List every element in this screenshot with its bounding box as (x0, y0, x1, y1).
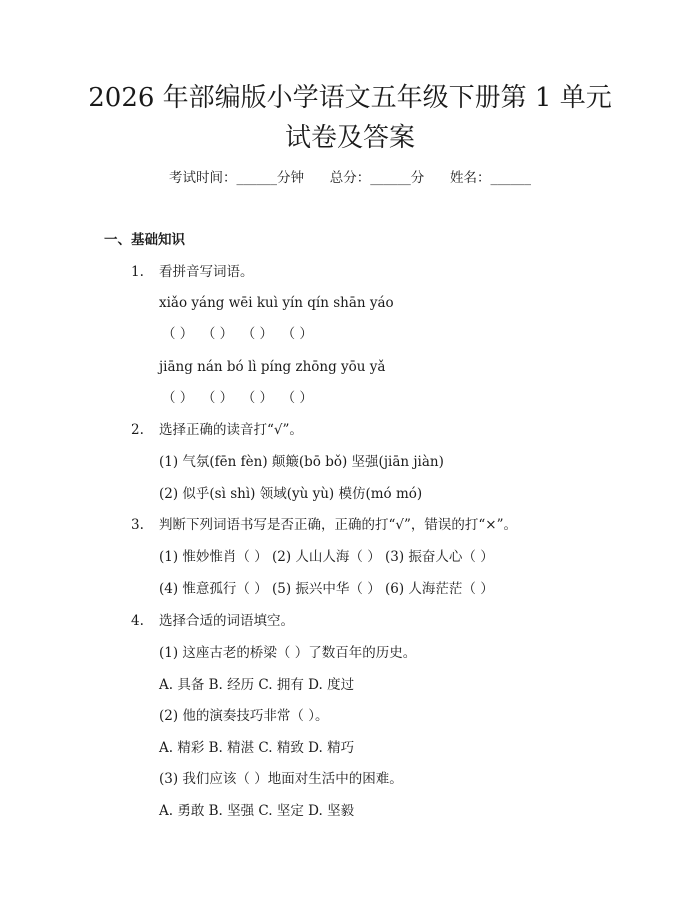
section-heading-basics: 一、基础知识 (104, 232, 185, 248)
question-3-text: 判断下列词语书写是否正确，正确的打“√”，错误的打“×”。 (159, 517, 518, 533)
question-3-row-2: (4) 惟意孤行（ ） (5) 振兴中华（ ） (6) 人海茫茫（ ） (159, 581, 494, 597)
question-2-number: 2. (131, 422, 144, 438)
pinyin-row-1: xiǎo yáng wēi kuì yín qín shān yáo (159, 295, 394, 311)
question-3-number: 3. (131, 517, 144, 533)
question-4-options-2: A. 精彩 B. 精湛 C. 精致 D. 精巧 (159, 740, 355, 756)
exam-info-line: 考试时间：______分钟 总分：______分 姓名：______ (169, 170, 531, 186)
question-4-options-1: A. 具备 B. 经历 C. 拥有 D. 度过 (159, 677, 355, 693)
document-title-line-2: 试卷及答案 (284, 123, 415, 153)
question-4-sentence-3: (3) 我们应该（ ）地面对生活中的困难。 (159, 771, 403, 787)
question-4-options-3: A. 勇敢 B. 坚强 C. 坚定 D. 坚毅 (159, 803, 355, 819)
answer-blanks-row-1: （ ） （ ） （ ） （ ） (162, 326, 313, 342)
question-4-number: 4. (131, 613, 144, 629)
question-2-item-1: (1) 气氛(fēn fèn) 颠簸(bō bǒ) 坚强(jiān jiàn) (159, 454, 444, 470)
question-3-row-1: (1) 惟妙惟肖（ ） (2) 人山人海（ ） (3) 振奋人心（ ） (159, 549, 494, 565)
question-1-number: 1. (131, 264, 144, 280)
answer-blanks-row-2: （ ） （ ） （ ） （ ） (162, 390, 313, 406)
document-title-line-1: 2026 年部编版小学语文五年级下册第 1 单元 (88, 83, 612, 113)
question-4-sentence-1: (1) 这座古老的桥梁（ ）了数百年的历史。 (159, 645, 417, 661)
question-2-item-2: (2) 似乎(sì shì) 领域(yù yù) 模仿(mó mó) (159, 486, 423, 502)
question-1-text: 看拼音写词语。 (159, 264, 254, 280)
question-4-text: 选择合适的词语填空。 (159, 613, 294, 629)
question-4-sentence-2: (2) 他的演奏技巧非常（ ）。 (159, 708, 329, 724)
pinyin-row-2: jiāng nán bó lì píng zhōng yōu yǎ (159, 359, 386, 375)
question-2-text: 选择正确的读音打“√”。 (159, 422, 303, 438)
